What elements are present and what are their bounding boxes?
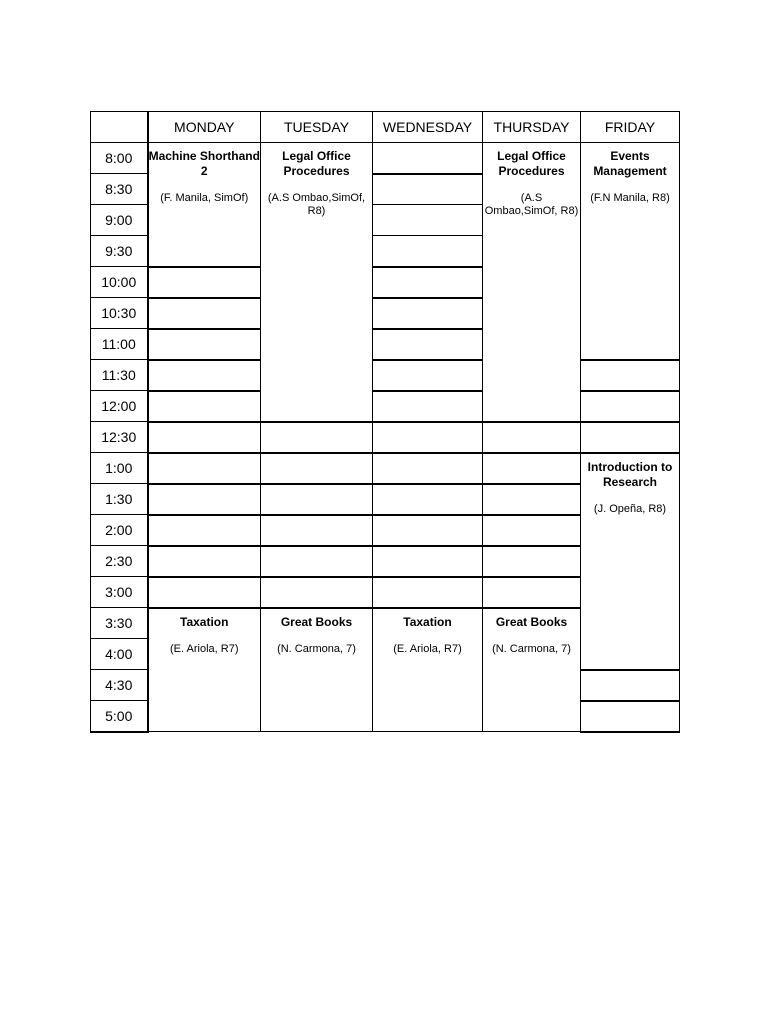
course-info: (J. Opeña, R8) [593,502,667,515]
time-row [91,422,680,453]
empty-slot [148,515,261,546]
empty-slot [148,422,261,453]
empty-slot [373,143,483,174]
empty-slot [261,484,373,515]
time-row [91,360,680,391]
empty-slot [373,205,483,236]
empty-slot [148,329,261,360]
empty-slot [581,701,680,732]
empty-slot [581,391,680,422]
empty-slot [261,422,373,453]
empty-slot [148,577,261,608]
time-label: 2:00 [91,515,148,546]
empty-slot [483,515,581,546]
empty-slot [148,391,261,422]
time-label: 12:00 [91,391,148,422]
course-cell-thu-legal [483,143,581,422]
course-info: (N. Carmona, 7) [492,642,571,655]
time-label: 3:30 [91,608,148,639]
course-info: (F. Manila, SimOf) [160,192,249,204]
empty-slot [373,484,483,515]
empty-slot [148,360,261,391]
time-label: 1:00 [91,453,148,484]
time-label: 8:30 [91,174,148,205]
course-title: Machine Shorthand 2 [148,149,260,178]
course-cell-fri-research [581,453,680,670]
course-title: Great Books [495,614,568,629]
course-cell-mon-shorthand [148,143,261,267]
course-info: (N. Carmona, 7) [277,642,356,655]
empty-slot [261,453,373,484]
time-label: 3:00 [91,577,148,608]
time-label: 10:00 [91,267,148,298]
course-info: (E. Ariola, R7) [393,642,462,655]
time-label: 9:00 [91,205,148,236]
course-cell-thu-greatbooks [483,608,581,732]
empty-slot [148,546,261,577]
empty-slot [581,422,680,453]
empty-slot [373,391,483,422]
time-label: 4:00 [91,639,148,670]
time-label: 10:30 [91,298,148,329]
course-cell-fri-events [581,143,680,360]
empty-slot [261,546,373,577]
course-info: (A.S Ombao,SimOf, R8) [484,192,579,217]
time-label: 4:30 [91,670,148,701]
time-label: 2:30 [91,546,148,577]
empty-slot [373,546,483,577]
course-info: (E. Ariola, R7) [170,642,239,655]
empty-slot [483,577,581,608]
course-cell-mon-taxation [148,608,261,732]
empty-slot [373,236,483,267]
day-header-wednesday: WEDNESDAY [373,112,483,143]
time-label: 8:00 [91,143,148,174]
course-title: Great Books [280,614,353,629]
empty-slot [581,670,680,701]
course-cell-tue-greatbooks [261,608,373,732]
empty-slot [373,360,483,391]
time-label: 5:00 [91,701,148,732]
course-title: Introduction to Research [587,459,673,489]
time-row [91,391,680,422]
time-label: 12:30 [91,422,148,453]
empty-slot [373,577,483,608]
course-title: Legal Office Procedures [282,149,351,178]
course-info: (A.S Ombao,SimOf, R8) [267,192,366,217]
empty-slot [261,577,373,608]
time-label: 11:30 [91,360,148,391]
day-header-thursday: THURSDAY [483,112,581,143]
empty-slot [483,453,581,484]
empty-slot [148,484,261,515]
empty-slot [373,174,483,205]
time-label: 1:30 [91,484,148,515]
header-row [91,112,680,143]
time-row [91,453,680,484]
course-cell-tue-legal [261,143,373,422]
empty-slot [373,515,483,546]
course-title: Taxation [403,614,452,629]
course-info: (F.N Manila, R8) [590,192,670,204]
course-title: Taxation [180,614,229,629]
empty-slot [581,360,680,391]
empty-slot [148,453,261,484]
empty-slot [373,422,483,453]
time-label: 11:00 [91,329,148,360]
day-header-tuesday: TUESDAY [261,112,373,143]
empty-slot [373,267,483,298]
class-schedule-table [90,111,680,733]
empty-slot [483,422,581,453]
empty-slot [261,515,373,546]
day-header-friday: FRIDAY [581,112,680,143]
course-title: Events Management [593,149,667,178]
empty-slot [373,329,483,360]
empty-slot [148,267,261,298]
course-title: Legal Office Procedures [497,149,566,178]
empty-slot [373,298,483,329]
time-row [91,143,680,174]
empty-slot [148,298,261,329]
day-header-monday: MONDAY [148,112,261,143]
empty-slot [483,484,581,515]
corner-cell [91,112,148,143]
course-cell-wed-taxation [373,608,483,732]
time-label: 9:30 [91,236,148,267]
empty-slot [373,453,483,484]
empty-slot [483,546,581,577]
